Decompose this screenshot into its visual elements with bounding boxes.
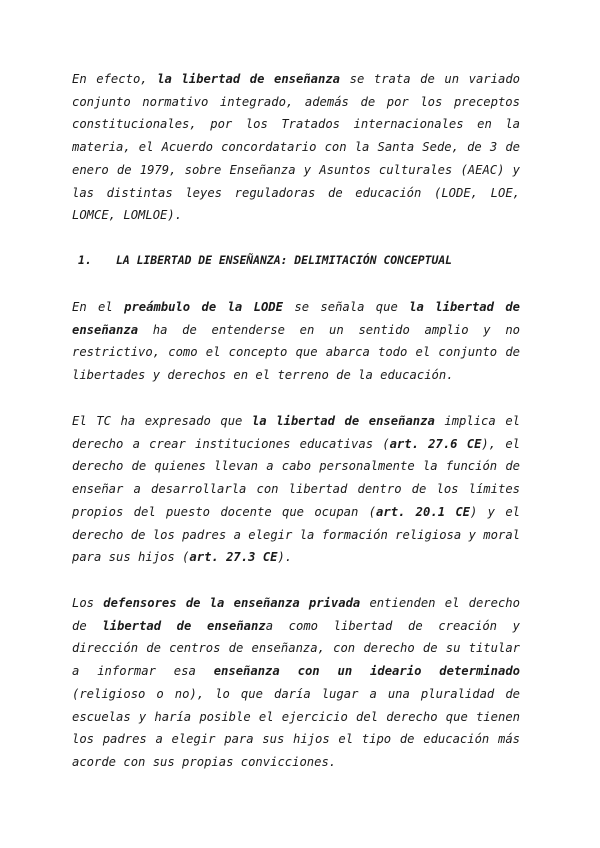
- paragraph-tc: [72, 410, 520, 569]
- section-number: 1.: [78, 253, 92, 267]
- section-heading: [78, 253, 452, 267]
- bold-segment: libertad de enseñanz: [102, 618, 266, 633]
- text-segment: ).: [277, 550, 293, 565]
- text-segment: se trata de un variado conjunto normativo integrado, además de por los preceptos constitucionales, por los Tratados internacionales en la materia, el Acuerdo concordatario con la Santa Sede, de 3 de enero de 1979, sobre Enseñanza y Asuntos culturales (AEAC) y las distintas leyes reguladoras de educación (LODE, LOE, LOMCE, LOMLOE).: [72, 72, 520, 223]
- text-segment: se señala que: [282, 300, 410, 314]
- text-segment: En efecto,: [72, 72, 158, 86]
- bold-segment: art. 27.6 CE: [389, 436, 482, 451]
- bold-segment: art. 27.3 CE: [189, 550, 278, 565]
- bold-segment: enseñanza con un ideario determinado: [213, 664, 520, 679]
- text-segment: (religioso o no), lo que daría lugar a una pluralidad de escuelas y haría posible el ejercicio del derecho que tienen los padres a elegir para sus hijos el tipo de educación más acorde con sus propias convicciones.: [72, 686, 520, 769]
- bold-segment: art. 20.1 CE: [376, 504, 471, 519]
- paragraph-lode: [72, 296, 520, 387]
- paragraph-intro: [72, 68, 520, 227]
- text-segment: En el: [72, 300, 125, 314]
- text-segment: ) y el derecho de los padres a elegir la formación religiosa y moral para sus hijos (: [72, 504, 520, 565]
- bold-segment: la libertad de enseñanza: [251, 414, 435, 428]
- text-segment: ha de entenderse en un sentido amplio y no restrictivo, como el concepto que abarca todo el conjunto de libertades y derechos en el terreno de la educación.: [72, 322, 520, 383]
- bold-segment: la libertad de enseñanza: [157, 72, 341, 86]
- bold-segment: la libertad de enseñanza: [72, 300, 521, 337]
- paragraph-private-education: [72, 592, 520, 774]
- text-segment: ), el derecho de quienes llevan a cabo personalmente la función de enseñar a desarrollarla con libertad dentro de los límites propios del puesto docente que ocupan (: [72, 436, 520, 519]
- text-segment: implica el derecho a crear instituciones educativas (: [72, 414, 520, 451]
- text-segment: a como libertad de creación y dirección de centros de enseñanza, con derecho de su titular a informar esa: [72, 618, 520, 679]
- bold-segment: defensores de la enseñanza privada: [103, 596, 361, 610]
- section-title: LA LIBERTAD DE ENSEÑANZA: DELIMITACIÓN CONCEPTUAL: [116, 253, 453, 267]
- text-segment: El TC ha expresado que: [72, 414, 252, 428]
- text-segment: Los: [72, 596, 104, 610]
- text-segment: entienden el derecho de: [72, 596, 520, 633]
- bold-segment: preámbulo de la LODE: [124, 300, 283, 314]
